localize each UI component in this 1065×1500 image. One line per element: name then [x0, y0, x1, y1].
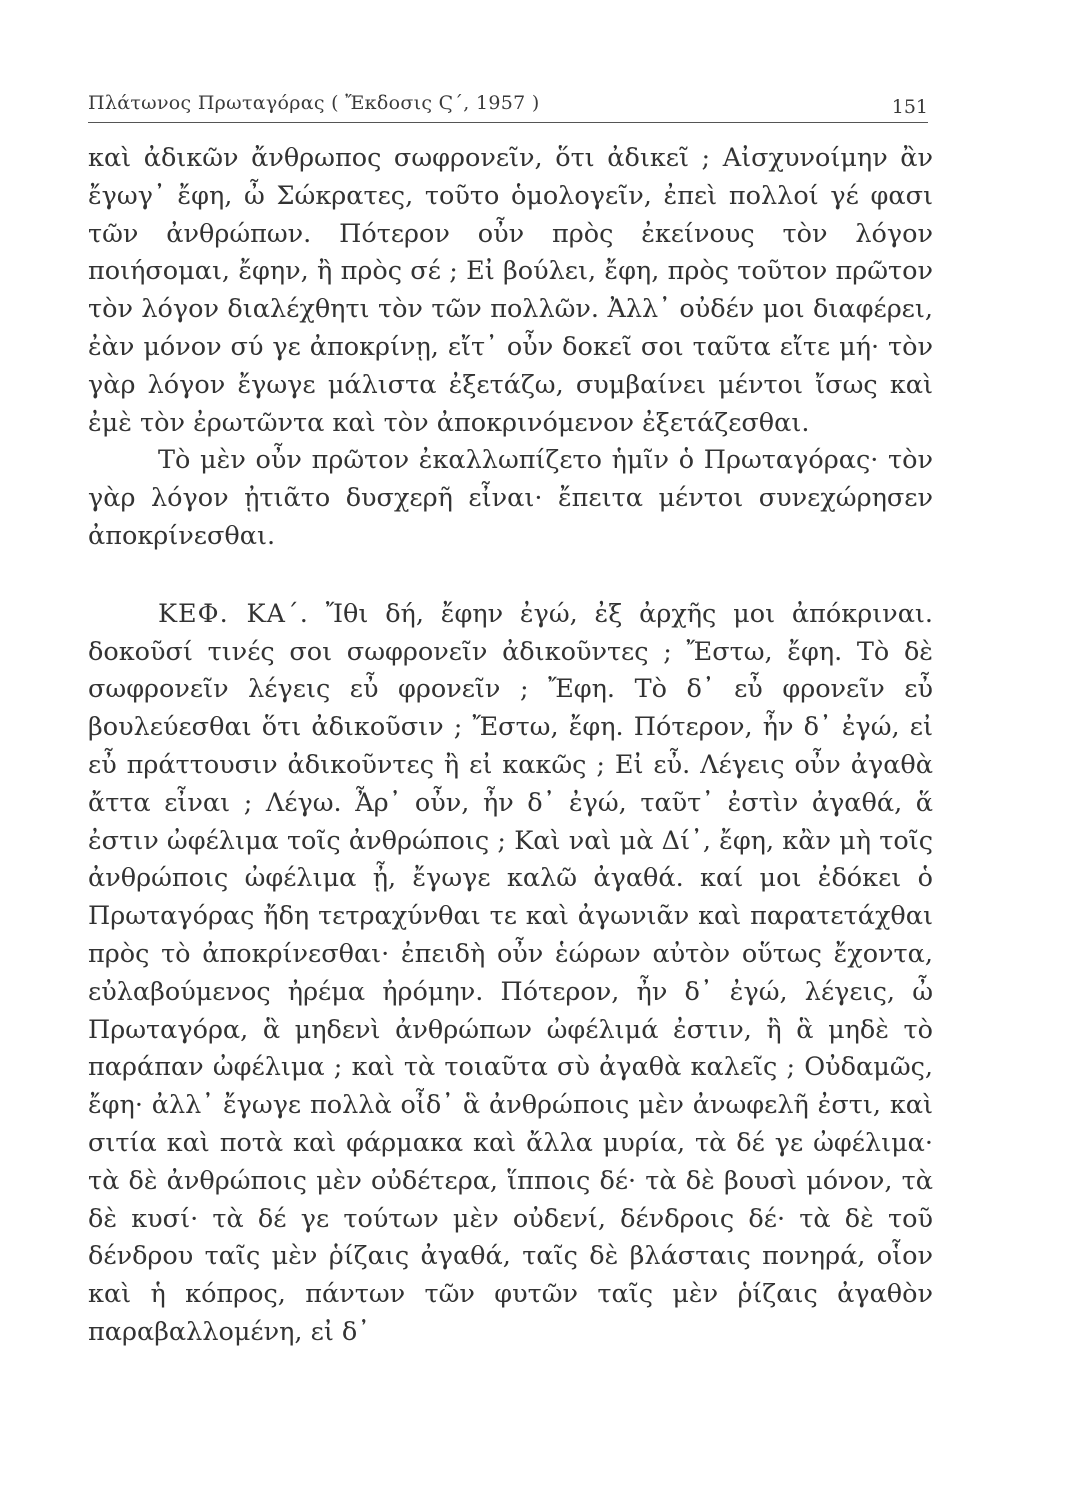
page-body [88, 140, 933, 1352]
chapter-paragraph [88, 596, 933, 1352]
chapter-heading: ΚΕΦ. ΚΑ΄. [158, 598, 309, 629]
page-header [88, 90, 928, 123]
page-number: 151 [891, 96, 928, 118]
paragraph-1: καὶ ἀδικῶν ἄνθρωπος σωφρονεῖν, ὅτι ἀδικεῖ ; Αἰσχυνοίμην ἂν ἔγωγ᾽ ἔφη, ὦ Σώκρατες, τοῦτο ὁμολογεῖν, ἐπεὶ πολλοί γέ φασι τῶν ἀνθρώπων. Πότερον οὖν πρὸς ἐκείνους τὸν λόγον ποιήσομαι, ἔφην, ἢ πρὸς σέ ; Εἰ βούλει, ἔφη, πρὸς τοῦτον πρῶτον τὸν λόγον διαλέχθητι τὸν τῶν πολλῶν. Ἀλλ᾽ οὐδέν μοι διαφέρει, ἐὰν μόνον σύ γε ἀποκρίνῃ, εἴτ᾽ οὖν δοκεῖ σοι ταῦτα εἴτε μή· τὸν γὰρ λόγον ἔγωγε μάλιστα ἐξετάζω, συμβαίνει μέντοι ἴσως καὶ ἐμὲ τὸν ἐρωτῶντα καὶ τὸν ἀποκρινόμενον ἐξετάζεσθαι. [88, 143, 933, 438]
paragraph-2: Τὸ μὲν οὖν πρῶτον ἐκαλλωπίζετο ἡμῖν ὁ Πρωταγόρας· τὸν γὰρ λόγον ᾐτιᾶτο δυσχερῆ εἶναι· ἔπειτα μέντοι συνεχώρησεν ἀποκρίνεσθαι. [88, 445, 933, 551]
running-head: Πλάτωνος Πρωταγόρας ( Ἔκδοσις Ϛ΄, 1957 ) [88, 92, 540, 114]
paragraph-3: Ἴθι δή, ἔφην ἐγώ, ἐξ ἀρχῆς μοι ἀπόκριναι. δοκοῦσί τινές σοι σωφρονεῖν ἀδικοῦντες ; Ἔστω, ἔφη. Τὸ δὲ σωφρονεῖν λέγεις εὖ φρονεῖν ; Ἔφη. Τὸ δ᾽ εὖ φρονεῖν εὖ βουλεύεσθαι ὅτι ἀδικοῦσιν ; Ἔστω, ἔφη. Πότερον, ἦν δ᾽ ἐγώ, εἰ εὖ πράττουσιν ἀδικοῦντες ἢ εἰ κακῶς ; Εἰ εὖ. Λέγεις οὖν ἀγαθὰ ἄττα εἶναι ; Λέγω. Ἆρ᾽ οὖν, ἦν δ᾽ ἐγώ, ταῦτ᾽ ἐστὶν ἀγαθά, ἅ ἐστιν ὠφέλιμα τοῖς ἀνθρώποις ; Καὶ ναὶ μὰ Δί᾽, ἔφη, κἂν μὴ τοῖς ἀνθρώποις ὠφέλιμα ᾖ, ἔγωγε καλῶ ἀγαθά. καί μοι ἐδόκει ὁ Πρωταγόρας ἤδη τετραχύνθαι τε καὶ ἀγωνιᾶν καὶ παρατετάχθαι πρὸς τὸ ἀποκρίνεσθαι· ἐπειδὴ οὖν ἑώρων αὐτὸν οὕτως ἔχοντα, εὐλαβούμενος ἠρέμα ἠρόμην. Πότερον, ἦν δ᾽ ἐγώ, λέγεις, ὦ Πρωταγόρα, ἃ μηδενὶ ἀνθρώπων ὠφέλιμά ἐστιν, ἢ ἃ μηδὲ τὸ παράπαν ὠφέλιμα ; καὶ τὰ τοιαῦτα σὺ ἀγαθὰ καλεῖς ; Οὐδαμῶς, ἔφη· ἀλλ᾽ ἔγωγε πολλὰ οἶδ᾽ ἃ ἀνθρώποις μὲν ἀνωφελῆ ἐστι, καὶ σιτία καὶ ποτὰ καὶ φάρμακα καὶ ἄλλα μυρία, τὰ δέ γε ὠφέλιμα· τὰ δὲ ἀνθρώποις μὲν οὐδέτερα, ἵπποις δέ· τὰ δὲ βουσὶ μόνον, τὰ δὲ κυσί· τὰ δέ γε τούτων μὲν οὐδενί, δένδροις δέ· τὰ δὲ τοῦ δένδρου ταῖς μὲν ῥίζαις ἀγαθά, ταῖς δὲ βλάσταις πονηρά, οἷον καὶ ἡ κόπρος, πάντων τῶν φυτῶν ταῖς μὲν ῥίζαις ἀγαθὸν παραβαλλομένη, εἰ δ᾽ [88, 598, 934, 1347]
